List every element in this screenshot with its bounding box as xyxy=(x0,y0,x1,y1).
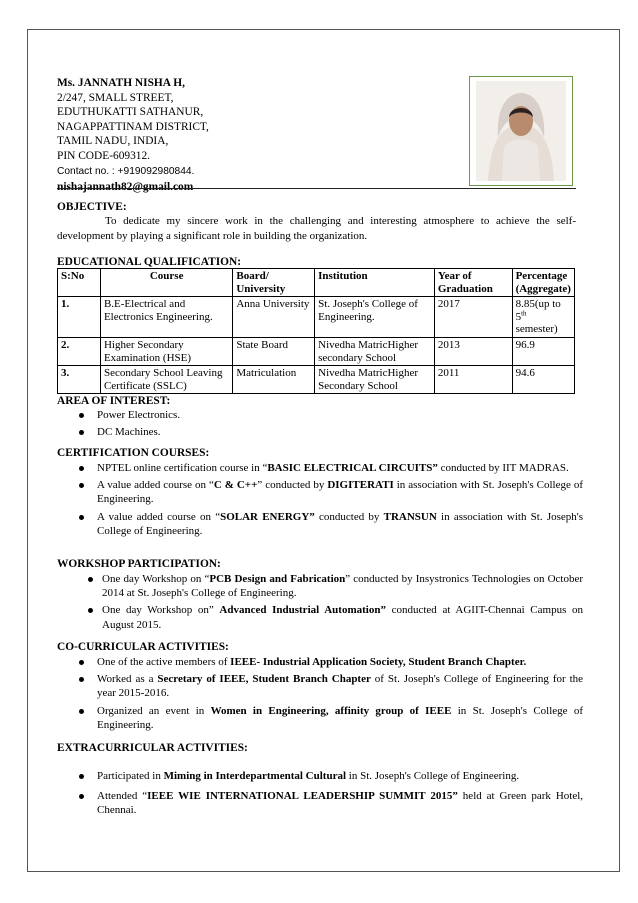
bullet-icon xyxy=(79,709,84,714)
bullet-icon xyxy=(79,483,84,488)
list-item: One of the active members of IEEE- Industrial Application Society, Student Branch Chapter. xyxy=(57,655,583,669)
address-line: EDUTHUKATTI SATHANUR, xyxy=(57,106,204,119)
list-item: One day Workshop on” Advanced Industrial Automation” conducted at AGIIT-Chennai Campus on August 2015. xyxy=(57,603,583,631)
list-item: A value added course on “SOLAR ENERGY” conducted by TRANSUN in association with St. Joseph's College of Engineering. xyxy=(57,510,583,538)
column-header: Course xyxy=(100,269,232,297)
workshop-heading: WORKSHOP PARTICIPATION: xyxy=(57,558,221,570)
cell-course: Higher Secondary Examination (HSE) xyxy=(100,337,232,365)
cocurricular-list xyxy=(57,655,583,735)
cell-course: Secondary School Leaving Certificate (SSLC) xyxy=(100,366,232,394)
header-divider xyxy=(57,188,576,189)
cell-board: Anna University xyxy=(233,297,315,338)
table-row xyxy=(58,297,575,338)
column-header: Institution xyxy=(315,269,435,297)
contact-header xyxy=(57,76,209,195)
bullet-icon xyxy=(88,608,93,613)
address-line: PIN CODE-609312. xyxy=(57,149,151,162)
cell-institution: Nivedha MatricHigher secondary School xyxy=(315,337,435,365)
cell-percentage: 8.85(up to 5th semester) xyxy=(512,297,574,338)
bullet-icon xyxy=(79,430,84,435)
cell-percentage: 96.9 xyxy=(512,337,574,365)
certification-list xyxy=(57,461,583,541)
cell-course: B.E-Electrical and Electronics Engineering. xyxy=(100,297,232,338)
column-header: Percentage (Aggregate) xyxy=(512,269,574,297)
profile-photo xyxy=(469,76,573,186)
list-item: Attended “IEEE WIE INTERNATIONAL LEADERSHIP SUMMIT 2015” held at Green park Hotel, Chennai. xyxy=(57,789,583,817)
bullet-icon xyxy=(88,577,93,582)
list-item: One day Workshop on “PCB Design and Fabrication” conducted by Insystronics Technologies on October 2014 at St. Joseph's College of Engineering. xyxy=(57,572,583,600)
cell-sno: 2. xyxy=(58,337,101,365)
address-line: TAMIL NADU, INDIA, xyxy=(57,135,169,148)
cocurricular-heading: CO-CURRICULAR ACTIVITIES: xyxy=(57,641,229,653)
cell-sno: 3. xyxy=(58,366,101,394)
address-line: 2/247, SMALL STREET, xyxy=(57,91,174,104)
column-header: Year of Graduation xyxy=(434,269,512,297)
bullet-icon xyxy=(79,660,84,665)
address-line: NAGAPPATTINAM DISTRICT, xyxy=(57,120,209,133)
list-item: Worked as a Secretary of IEEE, Student Branch Chapter of St. Joseph's College of Engineering for the year 2015-2016. xyxy=(57,672,583,700)
column-header: Board/ University xyxy=(233,269,315,297)
bullet-icon xyxy=(79,774,84,779)
extracurricular-heading: EXTRACURRICULAR ACTIVITIES: xyxy=(57,742,248,754)
objective-text: To dedicate my sincere work in the challenging and interesting atmosphere to achieve the self-development by playing a significant role in building the organization. xyxy=(57,215,576,242)
contact-number: Contact no. : +919092980844. xyxy=(57,165,195,177)
list-item: A value added course on “C & C++” conducted by DIGITERATI in association with St. Joseph's College of Engineering. xyxy=(57,478,583,506)
list-item: Organized an event in Women in Engineering, affinity group of IEEE in St. Joseph's College of Engineering. xyxy=(57,704,583,732)
bullet-icon xyxy=(79,515,84,520)
education-table xyxy=(57,268,575,394)
column-header: S:No xyxy=(58,269,101,297)
workshop-list xyxy=(57,572,583,635)
cell-sno: 1. xyxy=(58,297,101,338)
portrait-image xyxy=(470,77,572,185)
cell-year: 2017 xyxy=(434,297,512,338)
table-header-row xyxy=(58,269,575,297)
cell-institution: St. Joseph's College of Engineering. xyxy=(315,297,435,338)
list-item: Participated in Miming in Interdepartmental Cultural in St. Joseph's College of Engineering. xyxy=(57,769,583,783)
table-row xyxy=(58,337,575,365)
cell-year: 2011 xyxy=(434,366,512,394)
table-row xyxy=(58,366,575,394)
education-heading: EDUCATIONAL QUALIFICATION: xyxy=(57,256,242,268)
interest-list xyxy=(57,408,583,442)
cell-institution: Nivedha MatricHigher Secondary School xyxy=(315,366,435,394)
list-item: NPTEL online certification course in “BASIC ELECTRICAL CIRCUITS” conducted by IIT MADRAS. xyxy=(57,461,583,475)
cell-board: State Board xyxy=(233,337,315,365)
cell-year: 2013 xyxy=(434,337,512,365)
bullet-icon xyxy=(79,677,84,682)
bullet-icon xyxy=(79,413,84,418)
interest-heading: AREA OF INTEREST: xyxy=(57,395,171,407)
bullet-icon xyxy=(79,466,84,471)
candidate-name: Ms. JANNATH NISHA H, xyxy=(57,77,185,89)
email-address: nishajannath82@gmail.com xyxy=(57,181,194,194)
cell-percentage: 94.6 xyxy=(512,366,574,394)
bullet-icon xyxy=(79,794,84,799)
list-item: Power Electronics. xyxy=(57,408,583,422)
cell-board: Matriculation xyxy=(233,366,315,394)
certification-heading: CERTIFICATION COURSES: xyxy=(57,447,210,459)
list-item: DC Machines. xyxy=(57,425,583,439)
objective-heading: OBJECTIVE: xyxy=(57,201,127,213)
extracurricular-list xyxy=(57,769,583,821)
